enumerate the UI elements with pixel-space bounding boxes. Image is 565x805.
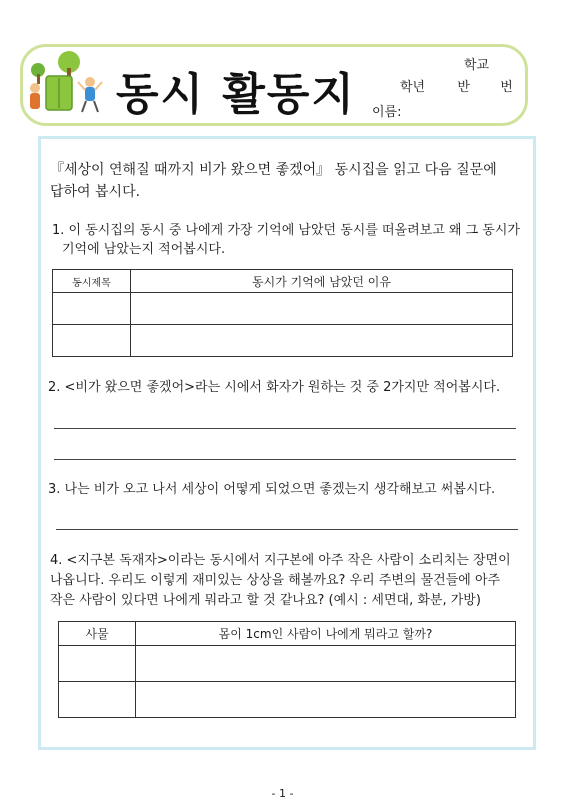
question-4-line-2: 나옵니다. 우리도 이렇게 재미있는 상상을 해볼까요? 우리 주변의 물건들에 아주 bbox=[50, 573, 501, 588]
answer-line[interactable] bbox=[54, 459, 516, 460]
answer-cell[interactable] bbox=[59, 646, 136, 682]
table-row bbox=[53, 293, 513, 325]
page-number: - 1 - bbox=[271, 787, 294, 800]
answer-cell[interactable] bbox=[53, 325, 131, 357]
question-4-line-1: 4. <지구본 독재자>이라는 동시에서 지구본에 아주 작은 사람이 소리치는 장면이 bbox=[50, 553, 511, 568]
question-1-line-1: 1. 이 동시집의 동시 중 나에게 가장 기억에 남았던 동시를 떠올려보고 왜 그 동시가 bbox=[52, 223, 520, 238]
answer-cell[interactable] bbox=[53, 293, 131, 325]
instructions-line-2: 답하여 봅시다. bbox=[50, 184, 141, 200]
instructions-line-1: 『세상이 연해질 때까지 비가 왔으면 좋겠어』 동시집을 읽고 다음 질문에 bbox=[50, 162, 497, 178]
answer-cell[interactable] bbox=[131, 325, 513, 357]
page-title: 동시 활동지 bbox=[116, 69, 356, 120]
answer-cell[interactable] bbox=[131, 293, 513, 325]
number-label: 번 bbox=[500, 80, 513, 95]
table-header-tiny-person: 몸이 1cm인 사람이 나에게 뭐라고 할까? bbox=[136, 622, 516, 646]
question-1-table bbox=[52, 269, 513, 357]
answer-line[interactable] bbox=[56, 529, 518, 530]
table-row bbox=[59, 682, 516, 718]
name-label: 이름: bbox=[372, 105, 402, 120]
table-header-poem-title: 동시제목 bbox=[53, 270, 131, 293]
class-label: 반 bbox=[457, 80, 470, 95]
table-row bbox=[53, 325, 513, 357]
answer-cell[interactable] bbox=[136, 682, 516, 718]
question-4-table bbox=[58, 621, 516, 718]
question-3: 3. 나는 비가 오고 나서 세상이 어떻게 되었으면 좋겠는지 생각해보고 써봅시다. bbox=[48, 482, 496, 497]
answer-cell[interactable] bbox=[136, 646, 516, 682]
grade-class-number bbox=[400, 76, 513, 95]
table-header-object: 사물 bbox=[59, 622, 136, 646]
question-4-line-3: 작은 사람이 있다면 나에게 뭐라고 할 것 같나요? (예시 : 세면대, 화분, 가방) bbox=[50, 593, 481, 608]
reading-kids-illustration bbox=[26, 50, 108, 116]
table-row bbox=[59, 646, 516, 682]
school-label: 학교 bbox=[464, 58, 490, 73]
grade-label: 학년 bbox=[400, 80, 426, 95]
question-4 bbox=[50, 551, 511, 611]
answer-line[interactable] bbox=[54, 428, 516, 429]
answer-cell[interactable] bbox=[59, 682, 136, 718]
question-1-line-2: 기억에 남았는지 적어봅시다. bbox=[62, 242, 226, 257]
instructions bbox=[50, 159, 497, 203]
question-2: 2. <비가 왔으면 좋겠어>라는 시에서 화자가 원하는 것 중 2가지만 적어봅시다. bbox=[48, 380, 501, 395]
table-header-reason: 동시가 기억에 남았던 이유 bbox=[131, 270, 513, 293]
